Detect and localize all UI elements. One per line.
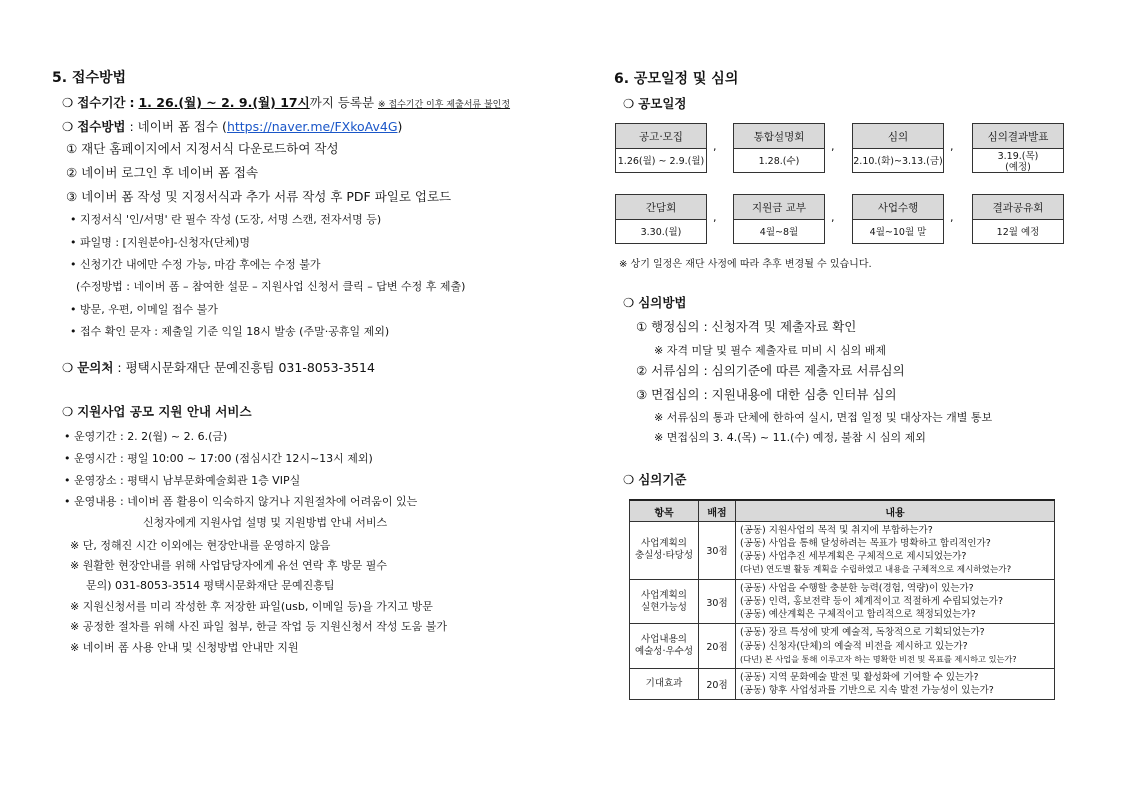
- circle-bullet-icon: ❍: [62, 360, 74, 375]
- note-4: ※ 공정한 절차를 위해 사진 파일 첨부, 한글 작업 등 지원신청서 작성 도움 불가: [70, 620, 447, 633]
- review-doc: ② 서류심의 : 심의기준에 따른 제출자료 서류심의: [636, 363, 905, 378]
- schedule-box-announce: 공고·모집 1.26(월) ~ 2.9.(월): [615, 123, 707, 173]
- bullet-filename: • 파일명 : [지원분야]-신청자(단체)명: [70, 236, 250, 249]
- period-line: ❍ 접수기간 : 1. 26.(월) ~ 2. 9.(월) 17시까지 등록분 ※ 접수기간 이후 제출서류 불인정: [62, 95, 511, 110]
- circle-bullet-icon: ❍: [62, 95, 74, 110]
- table-row: 사업계획의 실현가능성 30점 (공동) 사업을 수행할 충분한 능력(경험, 역량)이 있는가? (공동) 인력, 홍보전략 등이 체계적이고 적절하게 수립되었는가? (공동) 예산계획은 구체적이고 합리적으로 책정되었는가?: [630, 579, 1055, 624]
- schedule-box-execution: 사업수행 4월~10월 말: [852, 194, 944, 244]
- step-2: ② 네이버 로그인 후 네이버 폼 접속: [66, 165, 259, 180]
- schedule-box-share: 결과공유회 12월 예정: [972, 194, 1064, 244]
- schedule-note: ※ 상기 일정은 재단 사정에 따라 추후 변경될 수 있습니다.: [619, 259, 872, 270]
- service-period: • 운영기간 : 2. 2(월) ~ 2. 6.(금): [64, 430, 228, 443]
- note-5: ※ 네이버 폼 사용 안내 및 신청방법 안내만 지원: [70, 641, 299, 654]
- table-row: 사업계획의 충실성·타당성 30점 (공동) 지원사업의 목적 및 취지에 부합하는가? (공동) 사업을 통해 달성하려는 목표가 명확하고 합리적인가? (공동) 사업추진 세부계획은 구체적으로 제시되었는가? (다년) 연도별 활동 계획을 수립하였고 내용을 구체적으로 제시하였는가?: [630, 522, 1055, 580]
- method-label: 접수방법: [77, 119, 126, 134]
- schedule-box-meeting: 간담회 3.30.(월): [615, 194, 707, 244]
- circle-bullet-icon: ❍: [62, 404, 74, 419]
- review-interview-note-1: ※ 서류심의 통과 단체에 한하여 실시, 면접 일정 및 대상자는 개별 통보: [654, 411, 993, 424]
- bullet-confirm-sms: • 접수 확인 문자 : 제출일 기준 익일 18시 발송 (주말·공휴일 제외): [70, 325, 390, 338]
- section6-title: 6. 공모일정 및 심의: [614, 71, 739, 87]
- table-row: 사업내용의 예술성·우수성 20점 (공동) 장르 특성에 맞게 예술적, 독창적으로 기획되었는가? (공동) 신청자(단체)의 예술적 비전을 제시하고 있는가? (다년) 본 사업을 통해 이루고자 하는 명확한 비전 및 목표를 제시하고 있는가?: [630, 624, 1055, 669]
- bullet-form-sign: • 지정서식 '인/서명' 란 필수 작성 (도장, 서명 스캔, 전자서명 등): [70, 213, 382, 226]
- circle-bullet-icon: ❍: [62, 119, 74, 134]
- service-title-line: [62, 404, 252, 420]
- criteria-title: 심의기준: [638, 472, 687, 487]
- section5-title: 5. 접수방법: [52, 70, 127, 86]
- period-label: 접수기간: [77, 95, 126, 110]
- review-title-line: [623, 295, 687, 311]
- table-row: 기대효과 20점 (공동) 지역 문화예술 발전 및 활성화에 기여할 수 있는가? (공동) 향후 사업성과를 기반으로 지속 발전 가능성이 있는가?: [630, 669, 1055, 700]
- review-interview-note-2: ※ 면접심의 3. 4.(목) ~ 11.(수) 예정, 불참 시 심의 제외: [654, 431, 926, 444]
- criteria-table: [629, 499, 1055, 700]
- review-admin: ① 행정심의 : 신청자격 및 제출자료 확인: [636, 319, 857, 334]
- service-hours: • 운영시간 : 평일 10:00 ~ 17:00 (점심시간 12시~13시 제외): [64, 452, 373, 465]
- period-date: 1. 26.(월) ~ 2. 9.(월) 17시: [138, 95, 310, 110]
- schedule-box-review: 심의 2.10.(화)~3.13.(금): [852, 123, 944, 173]
- modify-method: (수정방법 : 네이버 폼 – 참여한 설문 – 지원사업 신청서 클릭 – 답변 수정 후 제출): [76, 280, 466, 293]
- step-1: ① 재단 홈페이지에서 지정서식 다운로드하여 작성: [66, 141, 339, 156]
- header-category: 항목: [630, 500, 699, 522]
- bullet-no-visit: • 방문, 우편, 이메일 접수 불가: [70, 303, 218, 316]
- step-3: ③ 네이버 폼 작성 및 지정서식과 추가 서류 작성 후 PDF 파일로 업로드: [66, 189, 452, 204]
- schedule-title-line: [623, 96, 687, 112]
- circle-bullet-icon: ❍: [623, 472, 635, 487]
- service-place: • 운영장소 : 평택시 남부문화예술회관 1층 VIP실: [64, 474, 301, 487]
- service-content: • 운영내용 : 네이버 폼 활용이 익숙하지 않거나 지원절차에 어려움이 있는: [64, 495, 418, 508]
- schedule-box-grant: 지원금 교부 4월~8월: [733, 194, 825, 244]
- contact-text: : 평택시문화재단 문예진흥팀 031-8053-3514: [117, 360, 375, 375]
- method-text: : 네이버 폼 접수 (: [129, 119, 227, 134]
- method-line: ❍ 접수방법 : 네이버 폼 접수 (https://naver.me/FXkoAv4G): [62, 119, 403, 134]
- schedule-box-result: 심의결과발표 3.19.(목) (예정): [972, 123, 1064, 173]
- note-3: ※ 지원신청서를 미리 작성한 후 저장한 파일(usb, 이메일 등)을 가지고 방문: [70, 600, 433, 613]
- header-points: 배점: [699, 500, 736, 522]
- schedule-title: 공모일정: [638, 96, 687, 111]
- note-1: ※ 단, 정해진 시간 이외에는 현장안내를 운영하지 않음: [70, 539, 331, 552]
- note-2: ※ 원활한 현장안내를 위해 사업담당자에게 유선 연락 후 방문 필수: [70, 559, 387, 572]
- schedule-box-briefing: 통합설명회 1.28.(수): [733, 123, 825, 173]
- review-title: 심의방법: [638, 295, 687, 310]
- bullet-edit: • 신청기간 내에만 수정 가능, 마감 후에는 수정 불가: [70, 258, 321, 271]
- service-content-cont: 신청자에게 지원사업 설명 및 지원방법 안내 서비스: [143, 516, 388, 529]
- criteria-title-line: [623, 472, 687, 488]
- circle-bullet-icon: ❍: [623, 96, 635, 111]
- review-admin-note: ※ 자격 미달 및 필수 제출자료 미비 시 심의 배제: [654, 344, 886, 357]
- service-title: 지원사업 공모 지원 안내 서비스: [77, 404, 252, 419]
- period-note: ※ 접수기간 이후 제출서류 불인정: [378, 100, 511, 110]
- header-content: 내용: [736, 500, 1055, 522]
- circle-bullet-icon: ❍: [623, 295, 635, 310]
- contact-label: 문의처: [77, 360, 114, 375]
- naver-form-link[interactable]: https://naver.me/FXkoAv4G: [226, 119, 398, 134]
- contact-line: [62, 360, 375, 376]
- period-tail: 까지 등록분: [309, 95, 375, 110]
- review-interview: ③ 면접심의 : 지원내용에 대한 심층 인터뷰 심의: [636, 387, 897, 402]
- note-2-contact: 문의) 031-8053-3514 평택시문화재단 문예진흥팀: [86, 579, 335, 592]
